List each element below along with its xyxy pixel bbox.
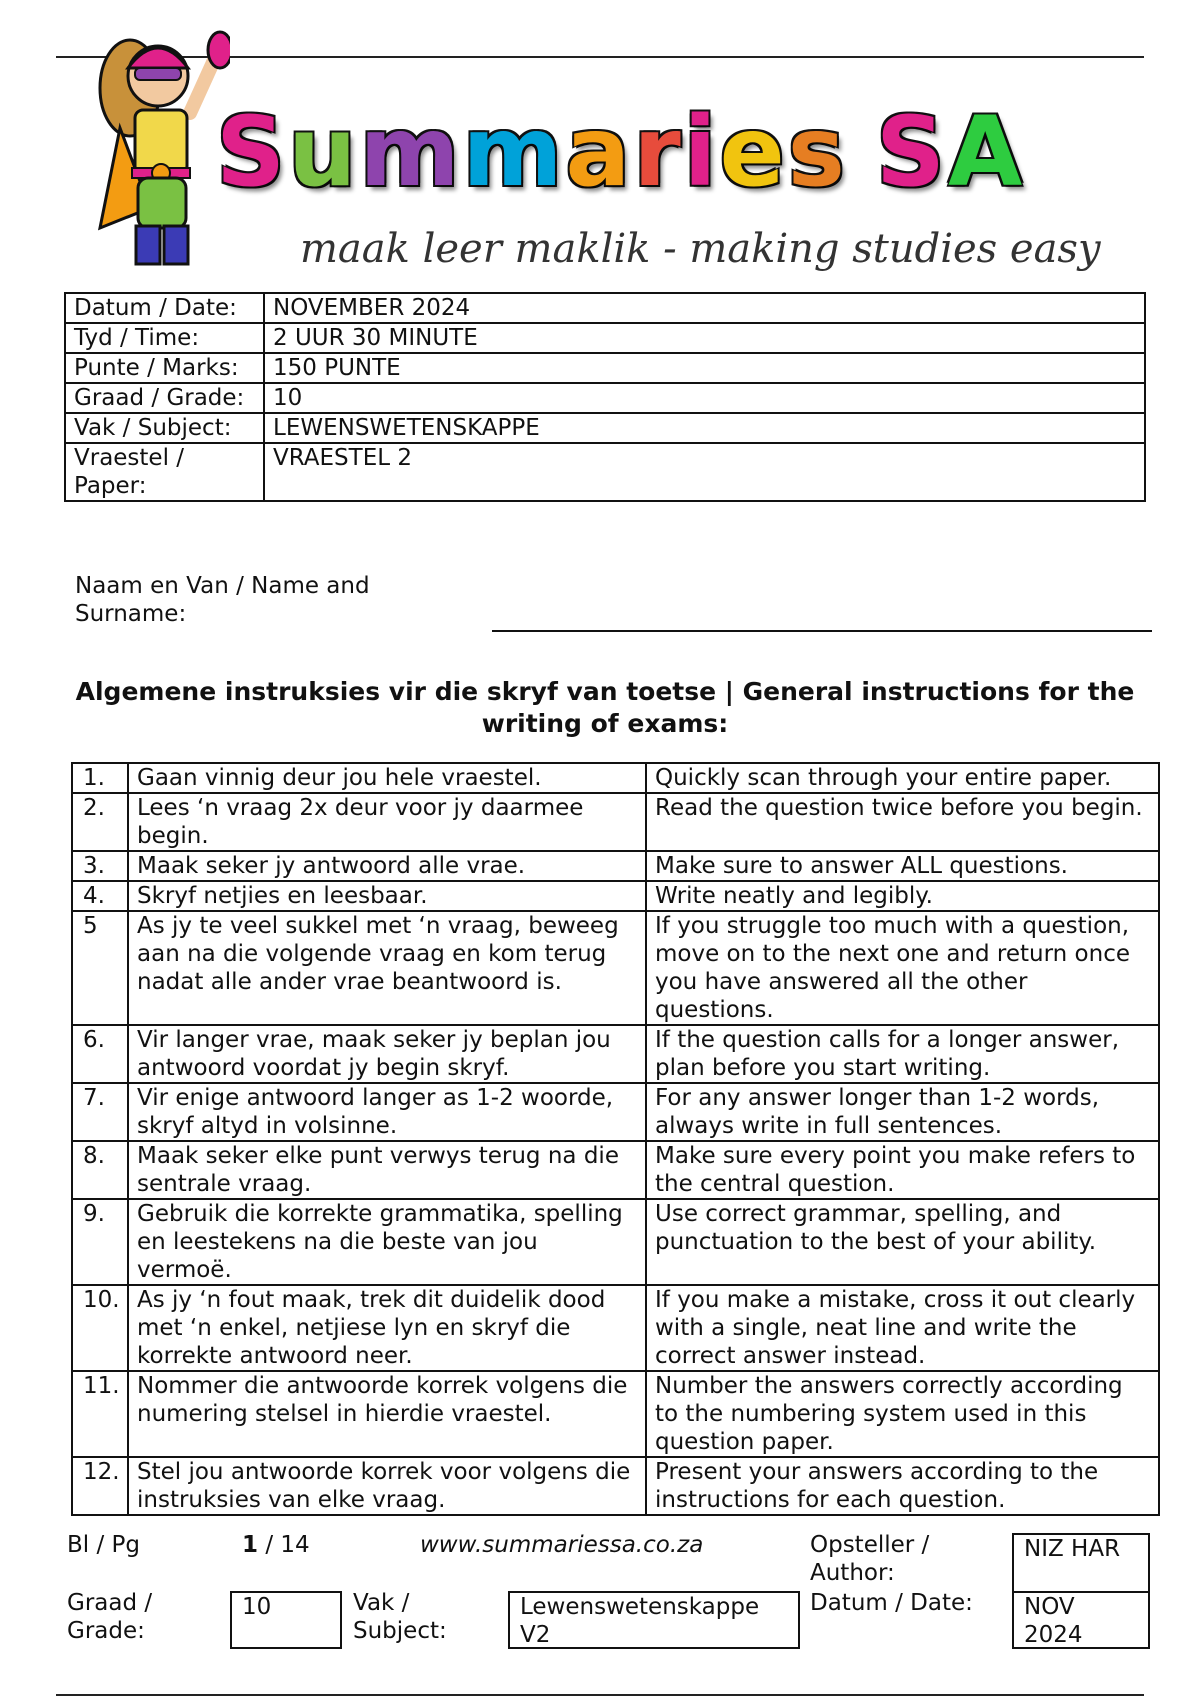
instruction-afrikaans: Vir langer vrae, maak seker jy beplan jou antwoord voordat jy begin skryf. — [128, 1025, 646, 1083]
instruction-afrikaans: Maak seker elke punt verwys terug na die sentrale vraag. — [128, 1141, 646, 1199]
info-row — [65, 323, 1145, 353]
info-row — [65, 383, 1145, 413]
instruction-english: Use correct grammar, spelling, and punctuation to the best of your ability. — [646, 1199, 1159, 1285]
instruction-afrikaans: Gebruik die korrekte grammatika, spelling en leestekens na die beste van jou vermoë. — [128, 1199, 646, 1285]
logo-letter: S — [875, 96, 948, 208]
instruction-row — [72, 1141, 1159, 1199]
instruction-row — [72, 1371, 1159, 1457]
instruction-row — [72, 793, 1159, 851]
info-value: VRAESTEL 2 — [264, 443, 1145, 501]
instruction-row — [72, 881, 1159, 911]
instruction-row — [72, 911, 1159, 1025]
instruction-english: Number the answers correctly according to the numbering system used in this question paper. — [646, 1371, 1159, 1457]
instruction-row — [72, 763, 1159, 793]
instruction-english: If the question calls for a longer answer, plan before you start writing. — [646, 1025, 1159, 1083]
logo-wordmark — [216, 96, 1026, 208]
date-label: Datum / Date: — [810, 1590, 973, 1616]
summaries-sa-logo — [80, 18, 1120, 278]
instruction-english: If you make a mistake, cross it out clearly with a single, neat line and write the correct answer instead. — [646, 1285, 1159, 1371]
logo-letter: m — [462, 96, 566, 208]
grade-label: Graad / Grade: — [67, 1590, 153, 1644]
info-label: Vraestel / Paper: — [65, 443, 264, 501]
page-current: 1 — [242, 1532, 259, 1558]
instruction-number: 2. — [72, 793, 128, 851]
website-link[interactable]: www.summariessa.co.za — [420, 1532, 704, 1558]
info-label: Datum / Date: — [65, 293, 264, 323]
info-row — [65, 443, 1145, 501]
instruction-row — [72, 1199, 1159, 1285]
instruction-english: If you struggle too much with a question, move on to the next one and return once you have answered all the other questions. — [646, 911, 1159, 1025]
logo-letter: a — [565, 96, 634, 208]
instruction-number: 6. — [72, 1025, 128, 1083]
instruction-afrikaans: As jy te veel sukkel met ‘n vraag, beweeg aan na die volgende vraag en kom terug nadat alle ander vrae beantwoord is. — [128, 911, 646, 1025]
page-label: Bl / Pg — [67, 1532, 141, 1558]
name-surname-label: Naam en Van / Name and Surname: — [75, 573, 370, 627]
logo-letter: A — [947, 96, 1026, 208]
instruction-afrikaans: As jy ‘n fout maak, trek dit duidelik dood met ‘n enkel, netjiese lyn en skryf die korrekte antwoord neer. — [128, 1285, 646, 1371]
instruction-english: Present your answers according to the instructions for each question. — [646, 1457, 1159, 1515]
instruction-afrikaans: Vir enige antwoord langer as 1-2 woorde, skryf altyd in volsinne. — [128, 1083, 646, 1141]
instruction-number: 7. — [72, 1083, 128, 1141]
instruction-afrikaans: Stel jou antwoorde korrek voor volgens die instruksies van elke vraag. — [128, 1457, 646, 1515]
logo-letter: r — [633, 96, 684, 208]
instruction-row — [72, 851, 1159, 881]
date-value: NOV 2024 — [1012, 1591, 1150, 1649]
info-value: 2 UUR 30 MINUTE — [264, 323, 1145, 353]
info-row — [65, 293, 1145, 323]
instruction-row — [72, 1025, 1159, 1083]
info-row — [65, 413, 1145, 443]
instruction-english: Write neatly and legibly. — [646, 881, 1159, 911]
info-value: 150 PUNTE — [264, 353, 1145, 383]
info-label: Vak / Subject: — [65, 413, 264, 443]
instruction-number: 1. — [72, 763, 128, 793]
info-label: Graad / Grade: — [65, 383, 264, 413]
author-value: NIZ HAR — [1012, 1533, 1150, 1593]
info-row — [65, 353, 1145, 383]
mascot-icon — [80, 18, 230, 278]
info-value: LEWENSWETENSKAPPE — [264, 413, 1145, 443]
instructions-table — [71, 762, 1160, 1516]
instruction-row — [72, 1285, 1159, 1371]
instruction-number: 10. — [72, 1285, 128, 1371]
info-label: Punte / Marks: — [65, 353, 264, 383]
subject-value: Lewenswetenskappe V2 — [508, 1591, 800, 1649]
exam-info-table — [64, 292, 1146, 502]
instruction-english: Read the question twice before you begin. — [646, 793, 1159, 851]
subject-label: Vak / Subject: — [353, 1590, 447, 1644]
name-surname-line[interactable] — [492, 630, 1152, 632]
instruction-afrikaans: Nommer die antwoorde korrek volgens die numering stelsel in hierdie vraestel. — [128, 1371, 646, 1457]
logo-letter: e — [719, 96, 788, 208]
logo-tagline: maak leer maklik - making studies easy — [300, 226, 1101, 272]
info-value: 10 — [264, 383, 1145, 413]
instruction-row — [72, 1457, 1159, 1515]
instruction-number: 11. — [72, 1371, 128, 1457]
instruction-english: For any answer longer than 1-2 words, always write in full sentences. — [646, 1083, 1159, 1141]
instruction-number: 8. — [72, 1141, 128, 1199]
logo-letter: u — [288, 96, 360, 208]
logo-letter: S — [216, 96, 289, 208]
instruction-number: 9. — [72, 1199, 128, 1285]
logo-letter: s — [787, 96, 848, 208]
instruction-english: Make sure every point you make refers to the central question. — [646, 1141, 1159, 1199]
instruction-english: Make sure to answer ALL questions. — [646, 851, 1159, 881]
logo-letter: i — [683, 96, 720, 208]
info-value: NOVEMBER 2024 — [264, 293, 1145, 323]
instruction-english: Quickly scan through your entire paper. — [646, 763, 1159, 793]
instruction-number: 12. — [72, 1457, 128, 1515]
instruction-number: 3. — [72, 851, 128, 881]
instruction-number: 4. — [72, 881, 128, 911]
author-label: Opsteller / Author: — [810, 1532, 930, 1586]
page-number — [242, 1531, 310, 1559]
grade-value: 10 — [230, 1591, 342, 1649]
instruction-afrikaans: Gaan vinnig deur jou hele vraestel. — [128, 763, 646, 793]
logo-letter: m — [359, 96, 463, 208]
page-total: / 14 — [265, 1532, 310, 1558]
instruction-number: 5 — [72, 911, 128, 1025]
instruction-afrikaans: Maak seker jy antwoord alle vrae. — [128, 851, 646, 881]
bottom-rule — [56, 1694, 1144, 1696]
instruction-afrikaans: Skryf netjies en leesbaar. — [128, 881, 646, 911]
instruction-afrikaans: Lees ‘n vraag 2x deur voor jy daarmee begin. — [128, 793, 646, 851]
info-label: Tyd / Time: — [65, 323, 264, 353]
instruction-row — [72, 1083, 1159, 1141]
instructions-heading: Algemene instruksies vir die skryf van toetse | General instructions for the writing of exams: — [75, 677, 1135, 738]
